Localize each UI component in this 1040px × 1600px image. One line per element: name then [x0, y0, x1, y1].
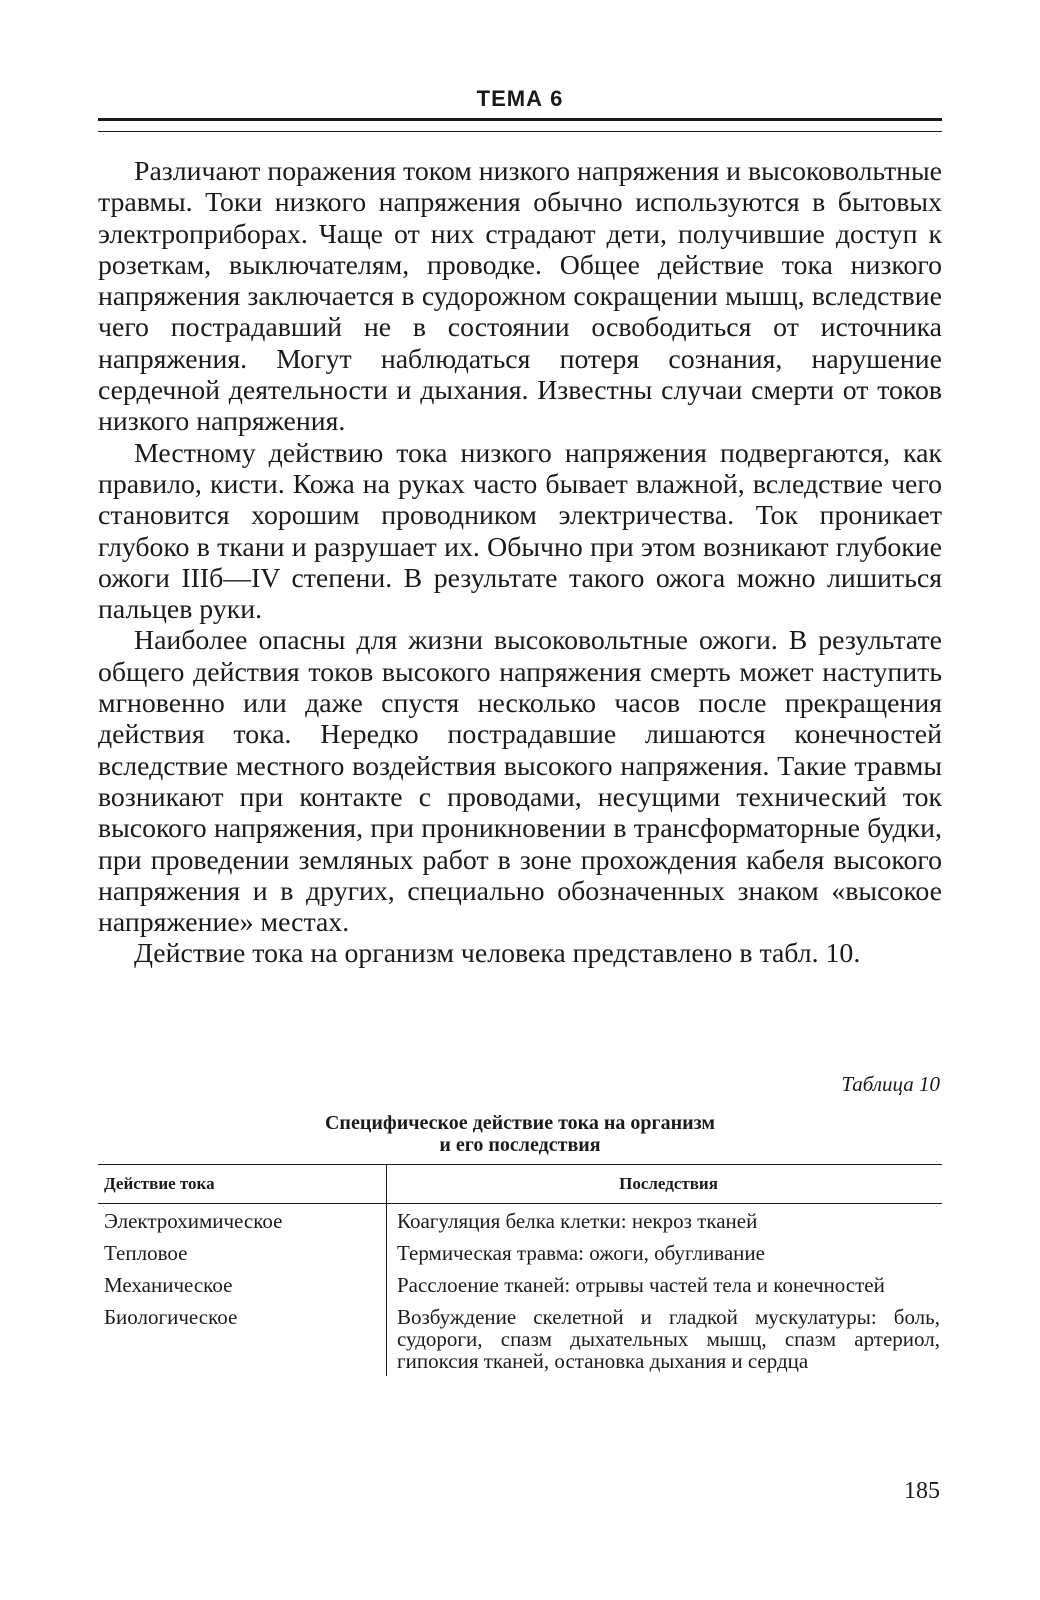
table-number-label: Таблица 10 [841, 1072, 940, 1096]
row-action-cell: Электрохимическое [104, 1209, 283, 1233]
paragraph-low-voltage: Различают поражения током низкого напряжения и высоковольтные травмы. Токи низкого напряжения обычно используются в бытовых электроприборах. Чаще от них страдают дети, получившие доступ к розеткам, выключателям, проводке. Общее действие тока низкого напряжения заключается в судорожном сокращении мышц, вследствие чего пострадавший не в состоянии освободиться от источника напряжения. Могут наблюдаться потеря сознания, нарушение сердечной деятельности и дыхания. Известны случаи смерти от токов низкого напряжения. [98, 156, 942, 438]
row-effect-cell: Коагуляция белка клетки: некроз тканей [387, 1204, 943, 1237]
table-caption-line-1: Специфическое действие тока на организм [324, 1112, 716, 1134]
body-text [98, 156, 942, 970]
table-row [98, 1300, 942, 1376]
paragraph-table-reference: Действие тока на организм человека представлено в табл. 10. [134, 938, 861, 970]
row-action-cell: Тепловое [104, 1241, 188, 1265]
running-header-title: ТЕМА 6 [476, 86, 564, 111]
table-header-row [98, 1165, 942, 1204]
header-effect: Последствия [387, 1165, 943, 1204]
row-effect-cell: Расслоение тканей: отрывы частей тела и конечностей [387, 1268, 943, 1300]
row-action-cell: Биологическое [104, 1305, 238, 1329]
row-effect-cell: Возбуждение скелетной и гладкой мускулатуры: боль, судороги, спазм дыхательных мышц, спазм артериол, гипоксия тканей, остановка дыхания и сердца [387, 1300, 943, 1376]
paragraph-high-voltage: Наиболее опасны для жизни высоковольтные ожоги. В результате общего действия токов высокого напряжения смерть может наступить мгновенно или даже спустя несколько часов после прекращения действия тока. Нередко пострадавшие лишаются конечностей вследствие местного воздействия высокого напряжения. Такие травмы возникают при контакте с проводами, несущими технический ток высокого напряжения, при проникновении в трансформаторные будки, при проведении земляных работ в зоне прохождения кабеля высокого напряжения и в других, специально обозначенных знаком «высокое напряжение» местах. [98, 625, 942, 939]
row-effect-cell: Термическая травма: ожоги, обугливание [387, 1236, 943, 1268]
table-row [98, 1268, 942, 1300]
table-caption-line-2: и его последствия [439, 1134, 601, 1156]
table-row [98, 1204, 942, 1237]
paragraph-local-action: Местному действию тока низкого напряжения подвергаются, как правило, кисти. Кожа на руках часто бывает влажной, вследствие чего становится хорошим проводником электричества. Ток проникает глубоко в ткани и разрушает их. Обычно при этом возникают глубокие ожоги IIIб—IV степени. В результате такого ожога можно лишиться пальцев руки. [98, 437, 942, 626]
current-effects-table [98, 1164, 942, 1376]
table-caption [200, 1112, 840, 1156]
row-action-cell: Механическое [104, 1273, 233, 1297]
table-row [98, 1236, 942, 1268]
header-double-rule [98, 118, 942, 132]
header-action: Действие тока [98, 1165, 387, 1204]
page-number: 185 [904, 1478, 940, 1504]
